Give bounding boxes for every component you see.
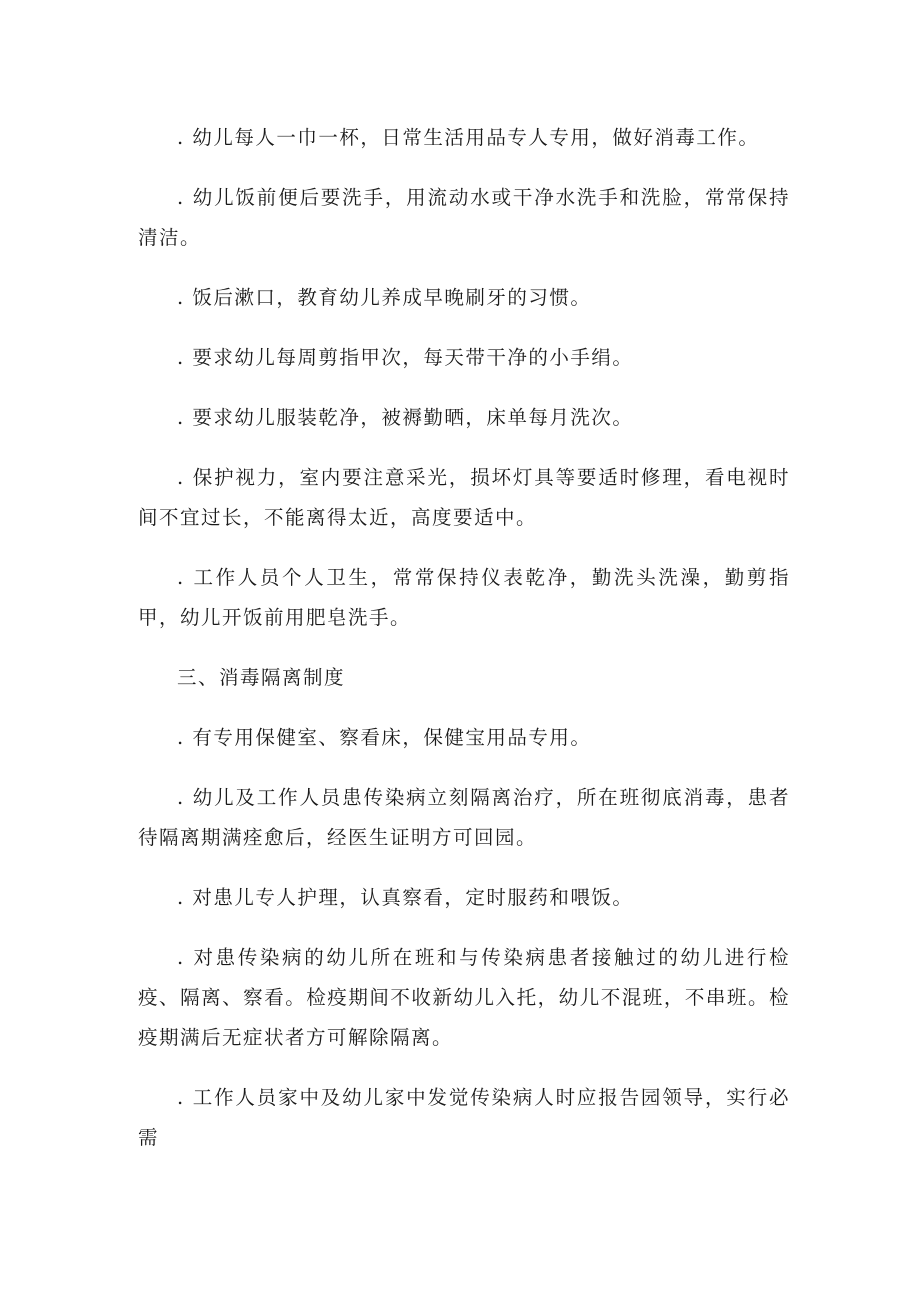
paragraph-sick-child-care: . 对患儿专人护理，认真察看，定时服药和喂饭。 xyxy=(177,886,634,909)
paragraph-handwashing: . 幼儿饭前便后要洗手，用流动水或干净水洗手和洗脸，常常保持清洁。 xyxy=(138,186,790,249)
document-body xyxy=(138,118,790,1158)
paragraph-hygiene-towel-cup: . 幼儿每人一巾一杯，日常生活用品专人专用，做好消毒工作。 xyxy=(177,126,760,149)
paragraph-isolation-treatment: . 幼儿及工作人员患传染病立刻隔离治疗，所在班彻底消毒，患者待隔离期满痊愈后，经医生证明方可回园。 xyxy=(138,786,790,849)
paragraph-health-room: . 有专用保健室、察看床，保健宝用品专用。 xyxy=(177,726,592,749)
paragraph-quarantine: . 对患传染病的幼儿所在班和与传染病患者接触过的幼儿进行检疫、隔离、察看。检疫期间不收新幼儿入托，幼儿不混班，不串班。检疫期满后无症状者方可解除隔离。 xyxy=(138,946,790,1049)
paragraph-clothing-bedding: . 要求幼儿服装乾净，被褥勤晒，床单每月洗次。 xyxy=(177,406,634,429)
paragraph-nail-trimming: . 要求幼儿每周剪指甲次，每天带干净的小手绢。 xyxy=(177,346,634,369)
paragraph-family-report: . 工作人员家中及幼儿家中发觉传染病人时应报告园领导，实行必需 xyxy=(138,1086,790,1149)
paragraph-mouth-rinse: . 饭后漱口，教育幼儿养成早晚刷牙的习惯。 xyxy=(177,286,592,309)
paragraph-eyesight: . 保护视力，室内要注意采光，损坏灯具等要适时修理，看电视时间不宜过长，不能离得太近，高度要适中。 xyxy=(138,466,790,529)
section-heading-disinfection: 三、消毒隔离制度 xyxy=(177,666,346,689)
paragraph-staff-hygiene: . 工作人员个人卫生，常常保持仪表乾净，勤洗头洗澡，勤剪指甲，幼儿开饭前用肥皂洗手。 xyxy=(138,566,790,629)
